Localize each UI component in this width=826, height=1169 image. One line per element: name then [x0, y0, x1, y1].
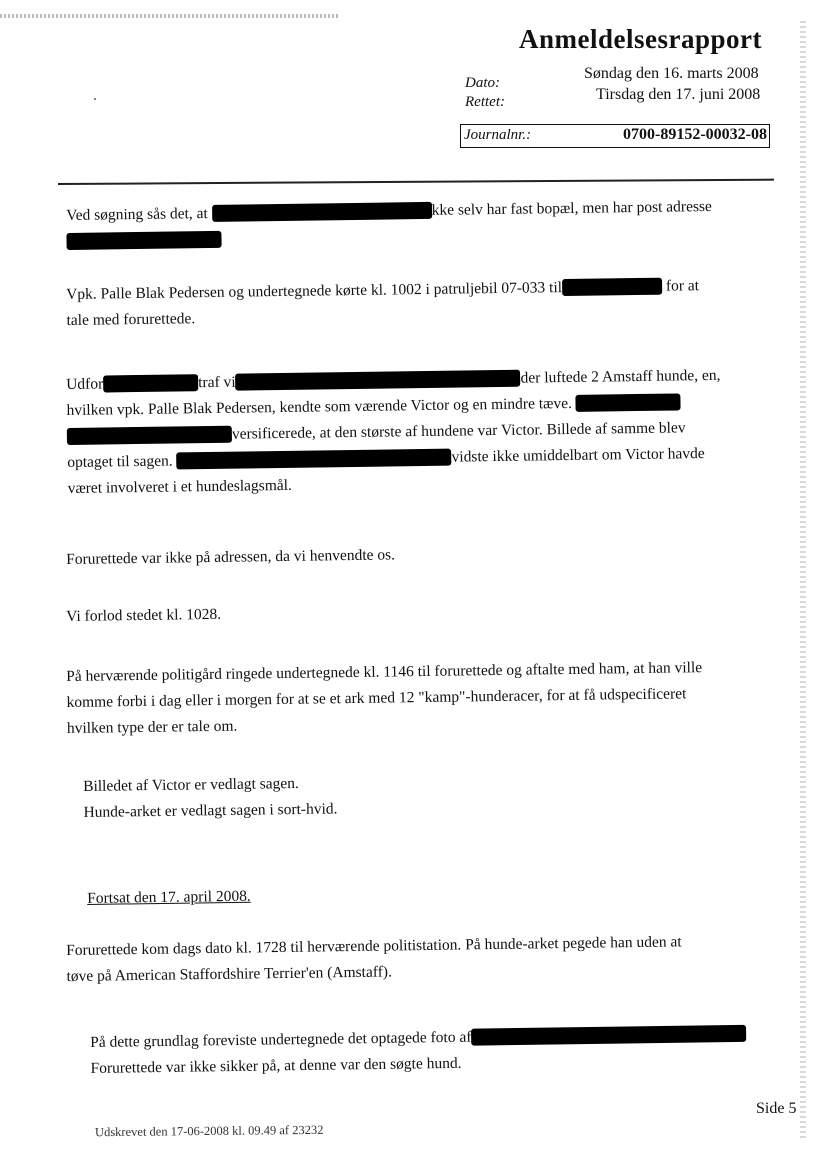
journal-number-box	[460, 124, 770, 148]
text-segment: Ved søgning sås det, at	[66, 205, 208, 224]
text-segment: kke selv har fast bopæl, men har post adresse	[431, 197, 712, 219]
redaction-bar	[562, 278, 662, 296]
continued-heading	[87, 876, 797, 912]
text-segment: hvilken vpk. Palle Blak Pedersen, kendte som værende Victor og en mindre tæve.	[66, 394, 573, 419]
text-segment: der luftede 2 Amstaff hunde, en,	[520, 366, 721, 387]
text-segment: På dette grundlag foreviste undertegnede det optagede foto af	[90, 1028, 472, 1051]
text-line: tale med forurettede.	[66, 310, 196, 329]
text-segment: Udfor	[66, 375, 104, 393]
print-footer: Udskrevet den 17-06-2008 kl. 09.49 af 23232	[94, 1122, 324, 1140]
text-line: komme forbi i dag eller i morgen for at se et ark med 12 "kamp"-hunderacer, for at få udspecificeret	[66, 685, 687, 711]
redaction-bar	[176, 449, 451, 470]
paragraph-address	[66, 193, 777, 255]
redaction-bar	[212, 202, 432, 222]
date-value: Søndag den 16. marts 2008	[584, 65, 759, 82]
corrected-value: Tirsdag den 17. juni 2008	[596, 86, 761, 103]
text-segment: vidste ikke umiddelbart om Victor havde	[451, 445, 705, 466]
scan-speck	[94, 98, 96, 100]
text-segment: for at	[665, 277, 700, 295]
paragraph-attachments	[83, 764, 794, 826]
text-line: hvilken type der er tale om.	[66, 717, 238, 737]
text-line: Vi forlod stedet kl. 1028.	[66, 605, 222, 625]
text-line: Forurettede kom dags dato kl. 1728 til herværende politistation. På hunde-arket pegede han uden at	[66, 933, 682, 959]
scan-edge-right	[800, 18, 806, 1138]
text-segment: traf vi	[198, 373, 236, 392]
redaction-bar	[66, 231, 221, 250]
text-line: Hunde-arket er vedlagt sagen i sort-hvid.	[83, 800, 338, 821]
paragraph-phone-call	[66, 654, 777, 742]
text-line: På herværende politigård ringede undertegnede kl. 1146 til forurettede og aftalte med ham, at han ville	[66, 659, 703, 685]
text-line: været involveret i et hundeslagsmål.	[67, 476, 292, 497]
journal-label: Journalnr.:	[464, 127, 532, 143]
date-label: Dato:	[465, 75, 500, 91]
text-line: Billedet af Victor er vedlagt sagen.	[83, 774, 299, 795]
text-line: Fortsat den 17. april 2008.	[87, 887, 251, 907]
redaction-bar	[471, 1025, 746, 1046]
text-segment: Vpk. Palle Blak Pedersen og undertegnede kørte kl. 1002 i patruljebil 07-033 til	[66, 279, 563, 303]
text-segment: optaget til sagen.	[67, 452, 173, 471]
text-line: tøve på American Staffordshire Terrier'en (Amstaff).	[66, 963, 392, 985]
header-divider	[58, 179, 774, 185]
text-segment: versificerede, at den største af hundene var Victor. Billede af samme blev	[231, 419, 686, 443]
redaction-bar	[67, 426, 232, 445]
redaction-bar	[103, 374, 198, 392]
text-line: Forurettede var ikke sikker på, at denne var den søgte hund.	[90, 1054, 462, 1077]
text-line: Forurettede var ikke på adressen, da vi henvendte os.	[66, 546, 396, 568]
paragraph-encounter	[66, 362, 778, 502]
report-title: Anmeldelsesrapport	[519, 24, 762, 54]
paragraph-left-scene	[66, 594, 776, 630]
page-number: Side 5	[756, 1100, 797, 1117]
scan-edge-top	[0, 14, 338, 18]
corrected-label: Rettet:	[465, 94, 505, 110]
paragraph-photo	[90, 1020, 801, 1082]
paragraph-identification	[66, 928, 777, 990]
journal-number: 0700-89152-00032-08	[623, 126, 767, 143]
redaction-bar	[576, 393, 681, 411]
paragraph-patrol	[66, 272, 777, 334]
redaction-bar	[236, 370, 521, 391]
paragraph-not-home	[66, 537, 776, 573]
